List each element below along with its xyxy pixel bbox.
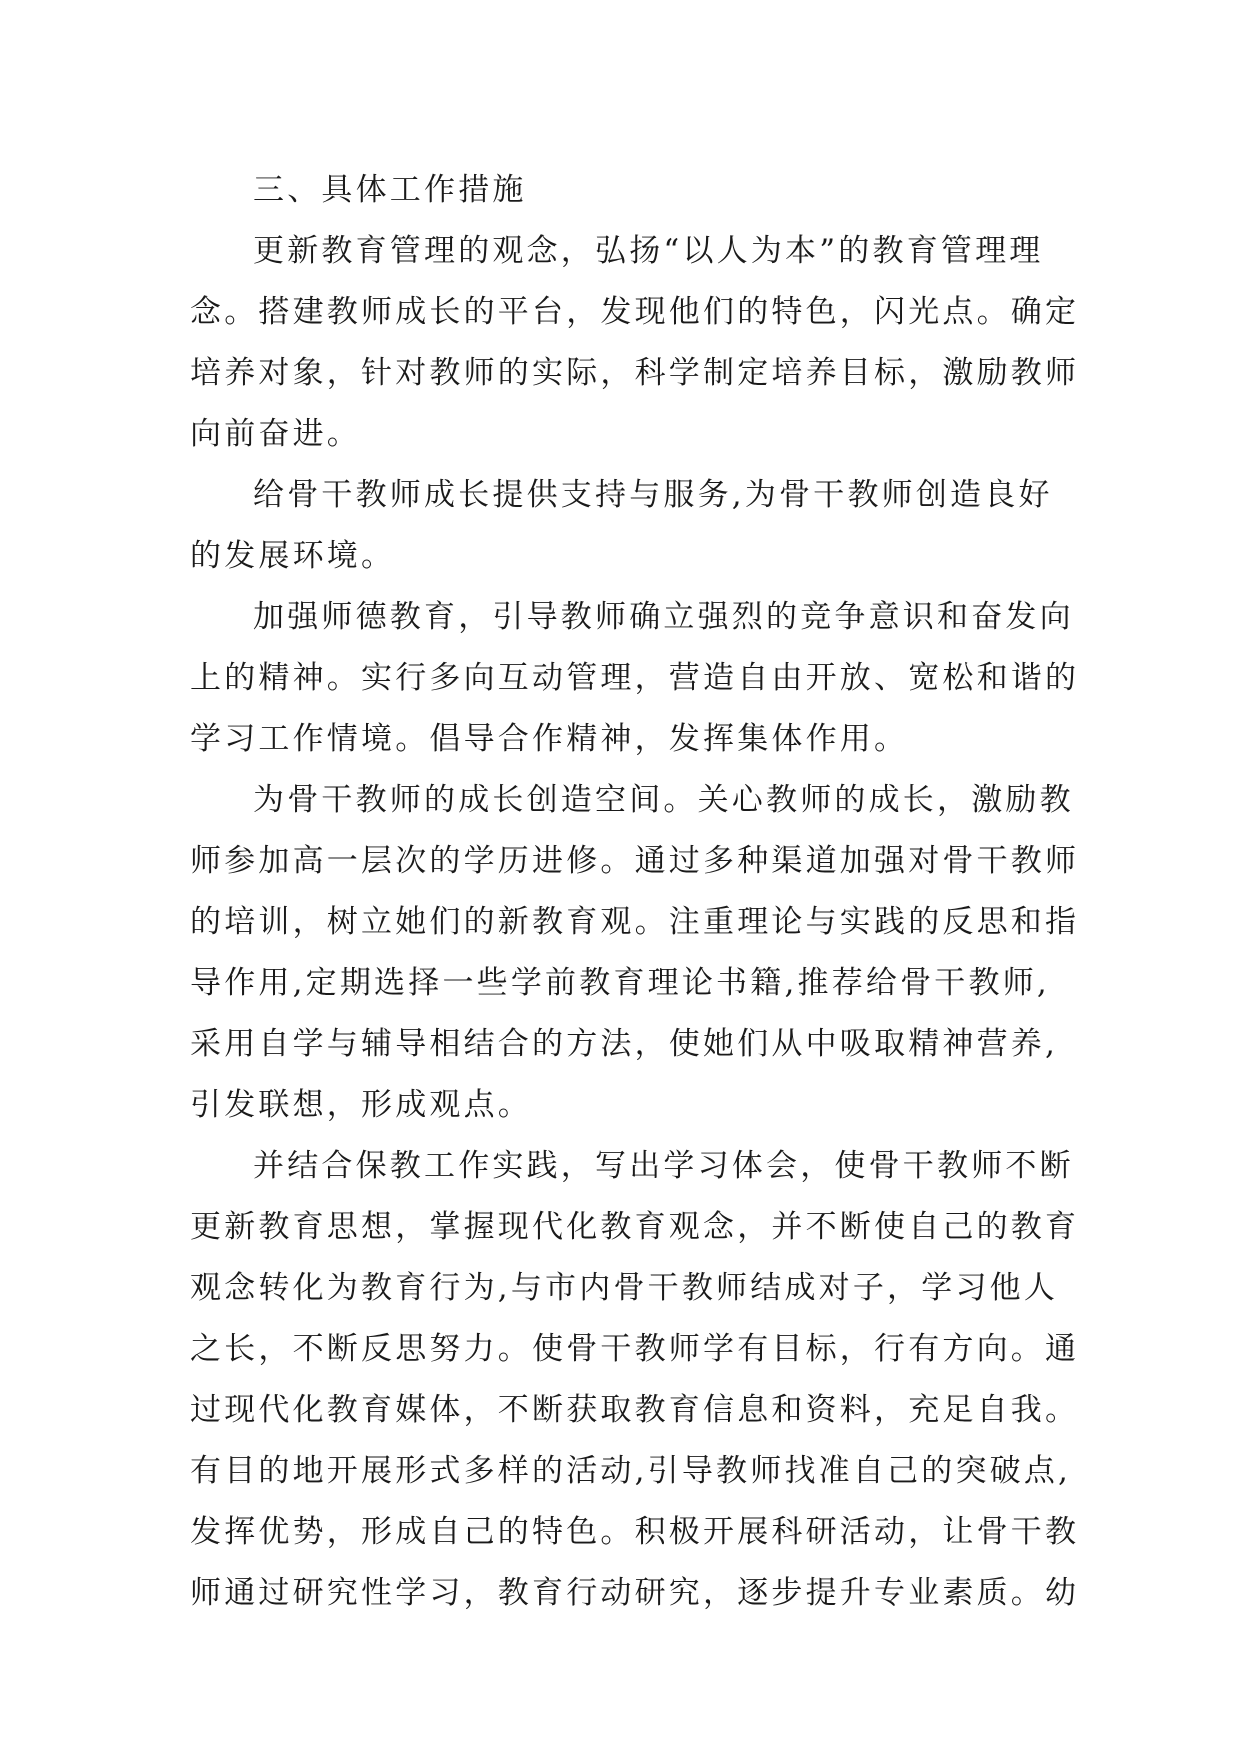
paragraph-line: 观念转化为教育行为,与市内骨干教师结成对子，学习他人 bbox=[190, 1270, 1059, 1306]
paragraph-line: 师参加高一层次的学历进修。通过多种渠道加强对骨干教师 bbox=[190, 843, 1080, 879]
paragraph-line: 过现代化教育媒体，不断获取教育信息和资料，充足自我。 bbox=[190, 1392, 1080, 1428]
paragraph-line: 上的精神。实行多向互动管理，营造自由开放、宽松和谐的 bbox=[190, 660, 1080, 696]
paragraph-line: 引发联想，形成观点。 bbox=[190, 1087, 532, 1123]
paragraph-line: 并结合保教工作实践，写出学习体会，使骨干教师不断 bbox=[253, 1148, 1074, 1184]
paragraph-line: 加强师德教育，引导教师确立强烈的竞争意识和奋发向 bbox=[253, 599, 1074, 635]
paragraph-line: 发挥优势，形成自己的特色。积极开展科研活动，让骨干教 bbox=[190, 1514, 1080, 1550]
paragraph-line: 的培训，树立她们的新教育观。注重理论与实践的反思和指 bbox=[190, 904, 1080, 940]
paragraph-line: 采用自学与辅导相结合的方法，使她们从中吸取精神营养, bbox=[190, 1026, 1059, 1062]
paragraph-line: 更新教育管理的观念，弘扬“以人为本”的教育管理理 bbox=[253, 233, 1044, 269]
section-heading: 三、具体工作措施 bbox=[253, 172, 527, 208]
paragraph-line: 培养对象，针对教师的实际，科学制定培养目标，激励教师 bbox=[190, 355, 1080, 391]
paragraph-line: 的发展环境。 bbox=[190, 538, 396, 574]
paragraph-line: 为骨干教师的成长创造空间。关心教师的成长，激励教 bbox=[253, 782, 1074, 818]
paragraph-line: 学习工作情境。倡导合作精神，发挥集体作用。 bbox=[190, 721, 909, 757]
paragraph-line: 给骨干教师成长提供支持与服务,为骨干教师创造良好 bbox=[253, 477, 1053, 513]
paragraph-line: 师通过研究性学习，教育行动研究，逐步提升专业素质。幼 bbox=[190, 1575, 1080, 1611]
paragraph-line: 有目的地开展形式多样的活动,引导教师找准自己的突破点, bbox=[190, 1453, 1072, 1489]
paragraph-line: 之长，不断反思努力。使骨干教师学有目标，行有方向。通 bbox=[190, 1331, 1080, 1367]
paragraph-line: 导作用,定期选择一些学前教育理论书籍,推荐给骨干教师, bbox=[190, 965, 1050, 1001]
document-body bbox=[190, 160, 1080, 1624]
paragraph-line: 念。搭建教师成长的平台，发现他们的特色，闪光点。确定 bbox=[190, 294, 1080, 330]
paragraph-line: 向前奋进。 bbox=[190, 416, 361, 452]
paragraph-line: 更新教育思想，掌握现代化教育观念，并不断使自己的教育 bbox=[190, 1209, 1080, 1245]
